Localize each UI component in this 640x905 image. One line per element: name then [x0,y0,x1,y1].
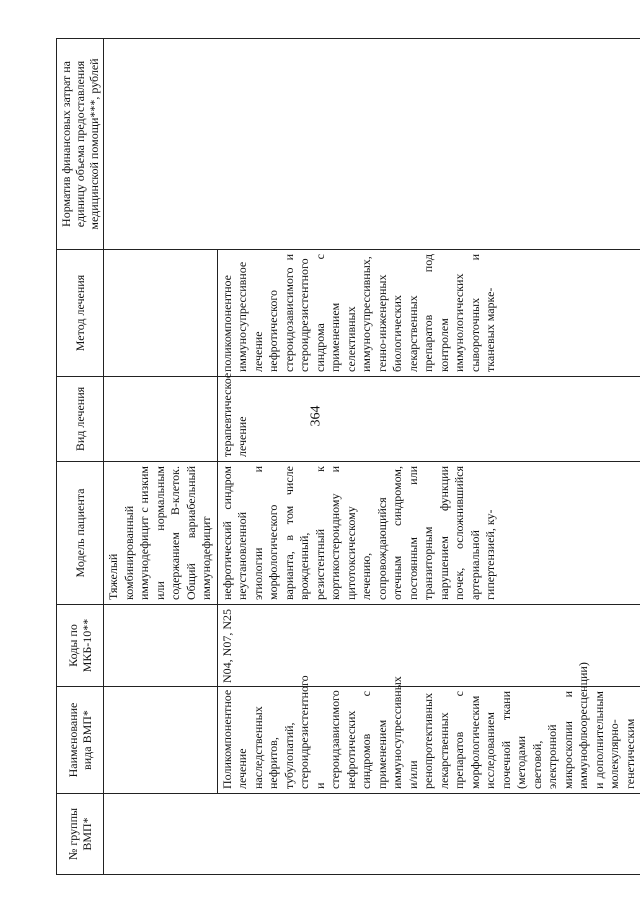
rotated-table-frame [56,39,637,875]
cell-treatment-type-prev [104,377,218,462]
cell-vmp-name-prev [104,687,218,794]
header-treatment-type: Вид лечения [57,377,104,462]
header-cost-standard: Норматив финансовых затрат на единицу объема предоставления медицинской помощи***, рублей [57,39,104,250]
header-icd-codes: Коды по МКБ-10** [57,605,104,687]
cell-treatment-type [217,372,640,462]
treatment-type-text: терапевтическое лечение [219,372,249,457]
header-treatment-method: Метод лечения [57,250,104,377]
cell-codes-prev [104,605,218,687]
icd-codes-text: N04, N07, N25 [219,609,234,683]
treatment-method-text: поликомпонентное иммуносупрессивное лечение нефротического стероидозависимого и стероидрезистентного синдрома с применением селективных иммуносупрессивных, генно-инженерных биологических лекарственных препаратов под контролем иммунологических сывороточных и тканевых марке- [219,254,497,372]
header-patient-model: Модель пациента [57,462,104,605]
cell-patient-model [217,462,640,605]
page-number: 364 [308,405,324,427]
cell-cost-standard [104,39,640,250]
header-row [57,39,104,875]
patient-model-prev-text: Тяжелый комбинированный иммунодефицит с низким или нормальным содержанием В-клеток. Общий вариабельный иммунодефицит [106,466,213,600]
patient-model-text: нефротический синдром неустановленной этиологии и морфологического варианта, в том числе врожденный, резистентный к кортикостероидному и цитотоксическому лечению, сопровождающийся отечным синдромом, постоянным или транзиторным нарушением функции почек, осложнившийся артериальной гипертензией, ку- [219,466,497,600]
cell-treatment-method [217,250,640,377]
header-group-number: № группы ВМП* [57,794,104,875]
vmp-name-text: Поликомпонентное лечение наследственных нефритов, тубулопатий, стероидрезистентного и стероидзависимого нефротических синдромов с применением иммуносупрессивных и/или ренопротективных лекарственных препаратов с морфологическим исследованием почечной ткани (методами световой, электронной микроскопии и иммунофлюоресценции) и дополнительным молекулярно-генетическим [219,662,637,789]
cell-patient-model-prev [104,462,218,605]
cell-group-number [104,794,640,875]
header-vmp-name: Наименование вида ВМП* [57,687,104,794]
continuation-row [104,39,218,875]
vmp-table [56,38,640,875]
cell-treatment-method-prev [104,250,218,377]
cell-vmp-name [217,662,640,794]
